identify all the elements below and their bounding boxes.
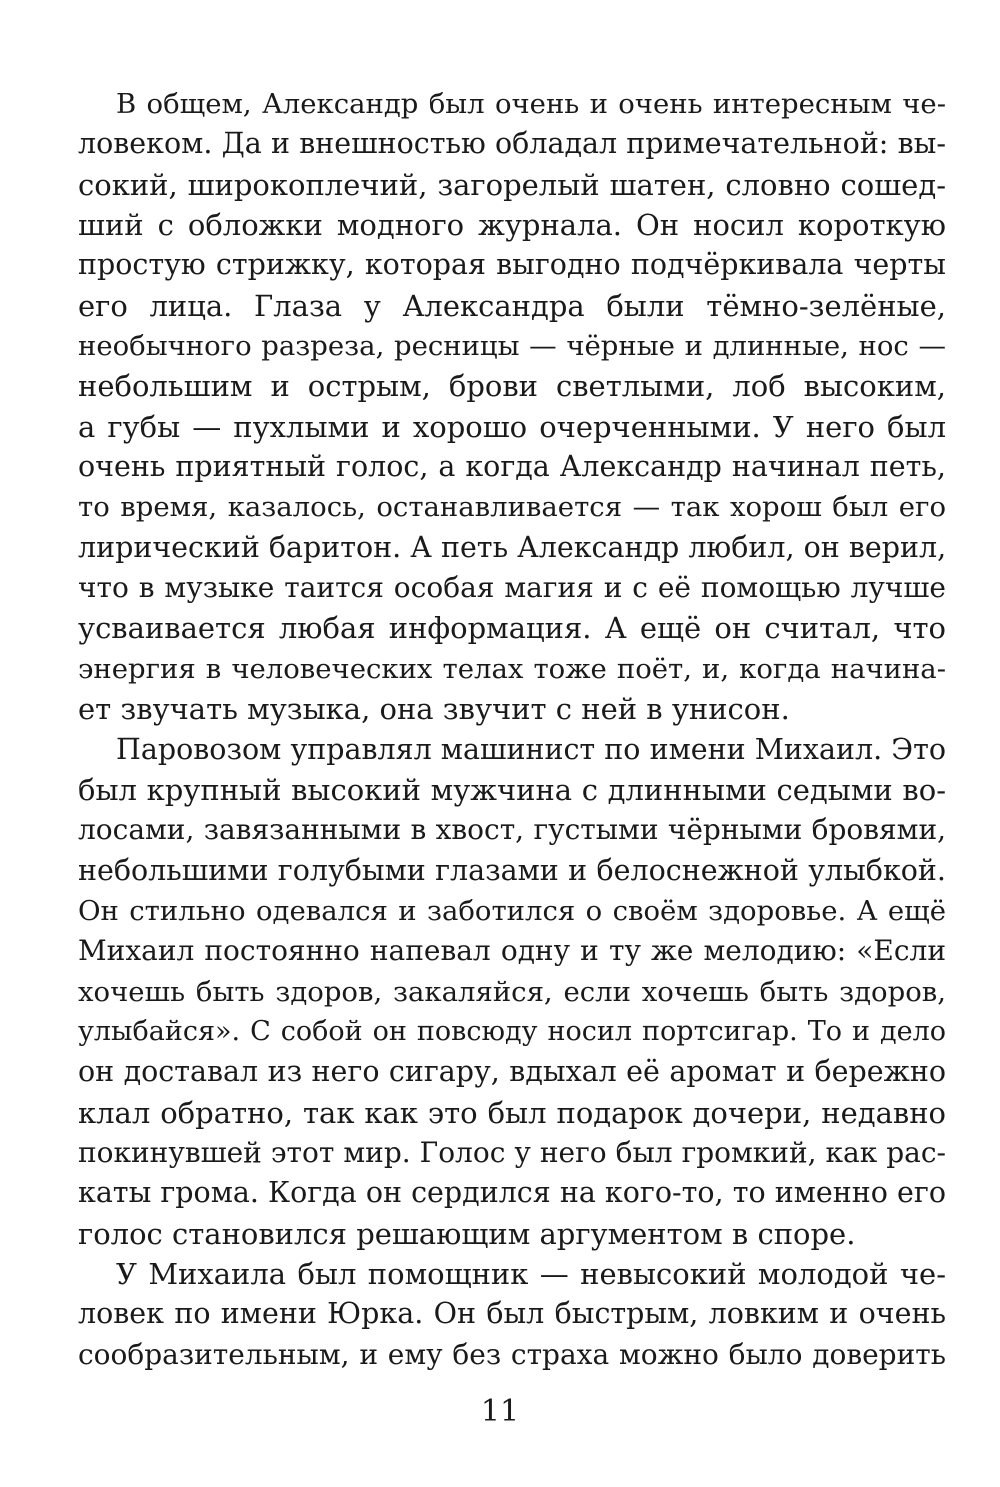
- paragraph-2-line-9: он доставал из него сигару, вдыхал её аромат и бережно: [78, 1055, 946, 1089]
- paragraph-1-line-6: его лица. Глаза у Александра были тёмно-зелёные,: [78, 288, 946, 323]
- paragraph-1-line-16: ет звучать музыка, она звучит с ней в унисон.: [78, 692, 790, 727]
- paragraph-1-line-9: а губы — пухлыми и хорошо очерченными. У него был: [78, 409, 946, 444]
- paragraph-1-line-1: В общем, Александр был очень и очень интересным че-: [116, 88, 946, 120]
- paragraph-1-line-12: лирический баритон. А петь Александр любил, он верил,: [78, 530, 947, 564]
- paragraph-2-line-6: Михаил постоянно напевал одну и ту же мелодию: «Если: [78, 934, 946, 968]
- paragraph-1-line-14: усваивается любая информация. А ещё он считал, что: [78, 611, 946, 646]
- paragraph-2-line-2: был крупный высокий мужчина с длинными седыми во-: [78, 772, 946, 807]
- paragraph-2-line-3: лосами, завязанными в хвост, густыми чёрными бровями,: [78, 813, 946, 847]
- paragraph-1-line-7: необычного разреза, ресницы — чёрные и длинные, нос —: [78, 330, 946, 363]
- paragraph-3-line-2: ловек по имени Юрка. Он был быстрым, ловким и очень: [78, 1297, 946, 1331]
- paragraph-1-line-2: ловеком. Да и внешностью обладал примечательной: вы-: [78, 127, 946, 161]
- paragraph-1-line-11: то время, казалось, останавливается — так хорош был его: [78, 491, 946, 524]
- paragraph-2-line-7: хочешь быть здоров, закаляйся, если хочешь быть здоров,: [78, 975, 946, 1008]
- paragraph-2-line-11: покинувшей этот мир. Голос у него был громкий, как рас-: [78, 1135, 946, 1169]
- paragraph-1-line-4: ший с обложки модного журнала. Он носил короткую: [78, 208, 946, 243]
- paragraph-1-line-15: энергия в человеческих телах тоже поёт, и, когда начина-: [78, 652, 946, 685]
- paragraph-2-line-8: улыбайся». С собой он повсюду носил портсигар. То и дело: [78, 1015, 946, 1047]
- paragraph-2-line-1: Паровозом управлял машинист по имени Михаил. Это: [116, 732, 946, 766]
- paragraph-2-line-5: Он стильно одевался и заботился о своём здоровье. А ещё: [78, 894, 946, 927]
- paragraph-1-line-13: что в музыке таится особая магия и с её помощью лучше: [78, 571, 946, 605]
- paragraph-3-line-3: сообразительным, и ему без страха можно было доверить: [78, 1337, 946, 1371]
- paragraph-1-line-5: простую стрижку, которая выгодно подчёркивала черты: [78, 248, 946, 282]
- paragraph-1-line-10: очень приятный голос, а когда Александр начинал петь,: [78, 450, 946, 484]
- paragraph-2-line-4: небольшими голубыми глазами и белоснежной улыбкой.: [78, 853, 946, 887]
- paragraph-3-line-1: У Михаила был помощник — невысокий молодой че-: [116, 1256, 946, 1291]
- paragraph-1-line-3: сокий, широкоплечий, загорелый шатен, словно сошед-: [78, 167, 946, 202]
- paragraph-2-line-12: каты грома. Когда он сердился на кого-то, то именно его: [78, 1176, 946, 1210]
- paragraph-1-line-8: небольшим и острым, брови светлыми, лоб высоким,: [78, 369, 946, 404]
- body-text: [78, 84, 946, 1375]
- page-number: 11: [480, 1394, 520, 1429]
- paragraph-2-line-10: клал обратно, так как это был подарок дочери, недавно: [78, 1095, 946, 1130]
- paragraph-2-line-13: голос становился решающим аргументом в споре.: [78, 1216, 856, 1251]
